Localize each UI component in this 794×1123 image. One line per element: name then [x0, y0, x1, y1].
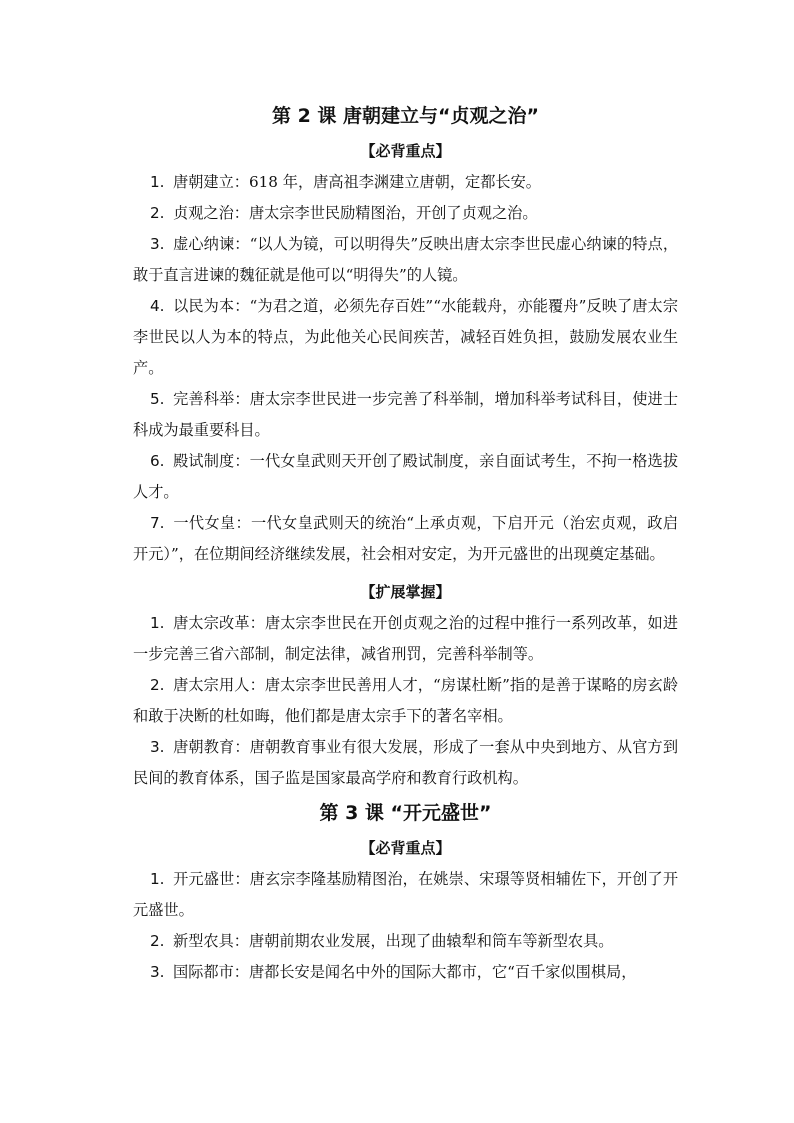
list-item: 1. 唐太宗改革：唐太宗李世民在开创贞观之治的过程中推行一系列改革，如进一步完善三省六部制，制定法律，减省刑罚，完善科举制等。 — [133, 614, 679, 663]
section-heading: 【必背重点】 — [360, 142, 451, 160]
list-item: 2. 贞观之治：唐太宗李世民励精图治，开创了贞观之治。 — [150, 204, 538, 222]
list-item: 3. 唐朝教育：唐朝教育事业有很大发展，形成了一套从中央到地方、从官方到民间的教育体系，国子监是国家最高学府和教育行政机构。 — [133, 738, 679, 787]
list-item: 3. 国际都市：唐都长安是闻名中外的国际大都市，它“百千家似围棋局， — [150, 963, 637, 981]
list-item: 2. 新型农具：唐朝前期农业发展，出现了曲辕犁和筒车等新型农具。 — [150, 932, 614, 950]
list-item: 2. 唐太宗用人：唐太宗李世民善用人才，“房谋杜断”指的是善于谋略的房玄龄和敢于决断的杜如晦，他们都是唐太宗手下的著名宰相。 — [133, 676, 679, 725]
section-heading: 【必背重点】 — [360, 839, 451, 857]
list-item: 6. 殿试制度：一代女皇武则天开创了殿试制度，亲自面试考生，不拘一格选拔人才。 — [133, 452, 679, 501]
section-must-memorize — [133, 141, 678, 570]
lesson-title: 第 3 课 “开元盛世” — [319, 802, 492, 824]
list-item: 1. 唐朝建立：618 年，唐高祖李渊建立唐朝，定都长安。 — [150, 173, 541, 191]
document-content — [133, 103, 678, 988]
list-item: 1. 开元盛世：唐玄宗李隆基励精图治，在姚崇、宋璟等贤相辅佐下，开创了开元盛世。 — [133, 870, 679, 919]
list-item: 3. 虚心纳谏：“以人为镜，可以明得失”反映出唐太宗李世民虚心纳谏的特点，敢于直言进谏的魏征就是他可以“明得失”的人镜。 — [133, 235, 679, 284]
list-item: 5. 完善科举：唐太宗李世民进一步完善了科举制，增加科举考试科目，使进士科成为最重要科目。 — [133, 390, 679, 439]
lesson-title: 第 2 课 唐朝建立与“贞观之治” — [271, 105, 540, 127]
list-item: 4. 以民为本：“为君之道，必须先存百姓”“水能载舟，亦能覆舟”反映了唐太宗李世民以人为本的特点，为此他关心民间疾苦，减轻百姓负担，鼓励发展农业生产。 — [133, 297, 679, 377]
section-heading: 【扩展掌握】 — [360, 583, 451, 601]
section-must-memorize — [133, 838, 678, 988]
list-item: 7. 一代女皇：一代女皇武则天的统治“上承贞观，下启开元（治宏贞观，政启开元）”，在位期间经济继续发展，社会相对安定，为开元盛世的出现奠定基础。 — [133, 514, 679, 563]
section-extended — [133, 582, 678, 794]
